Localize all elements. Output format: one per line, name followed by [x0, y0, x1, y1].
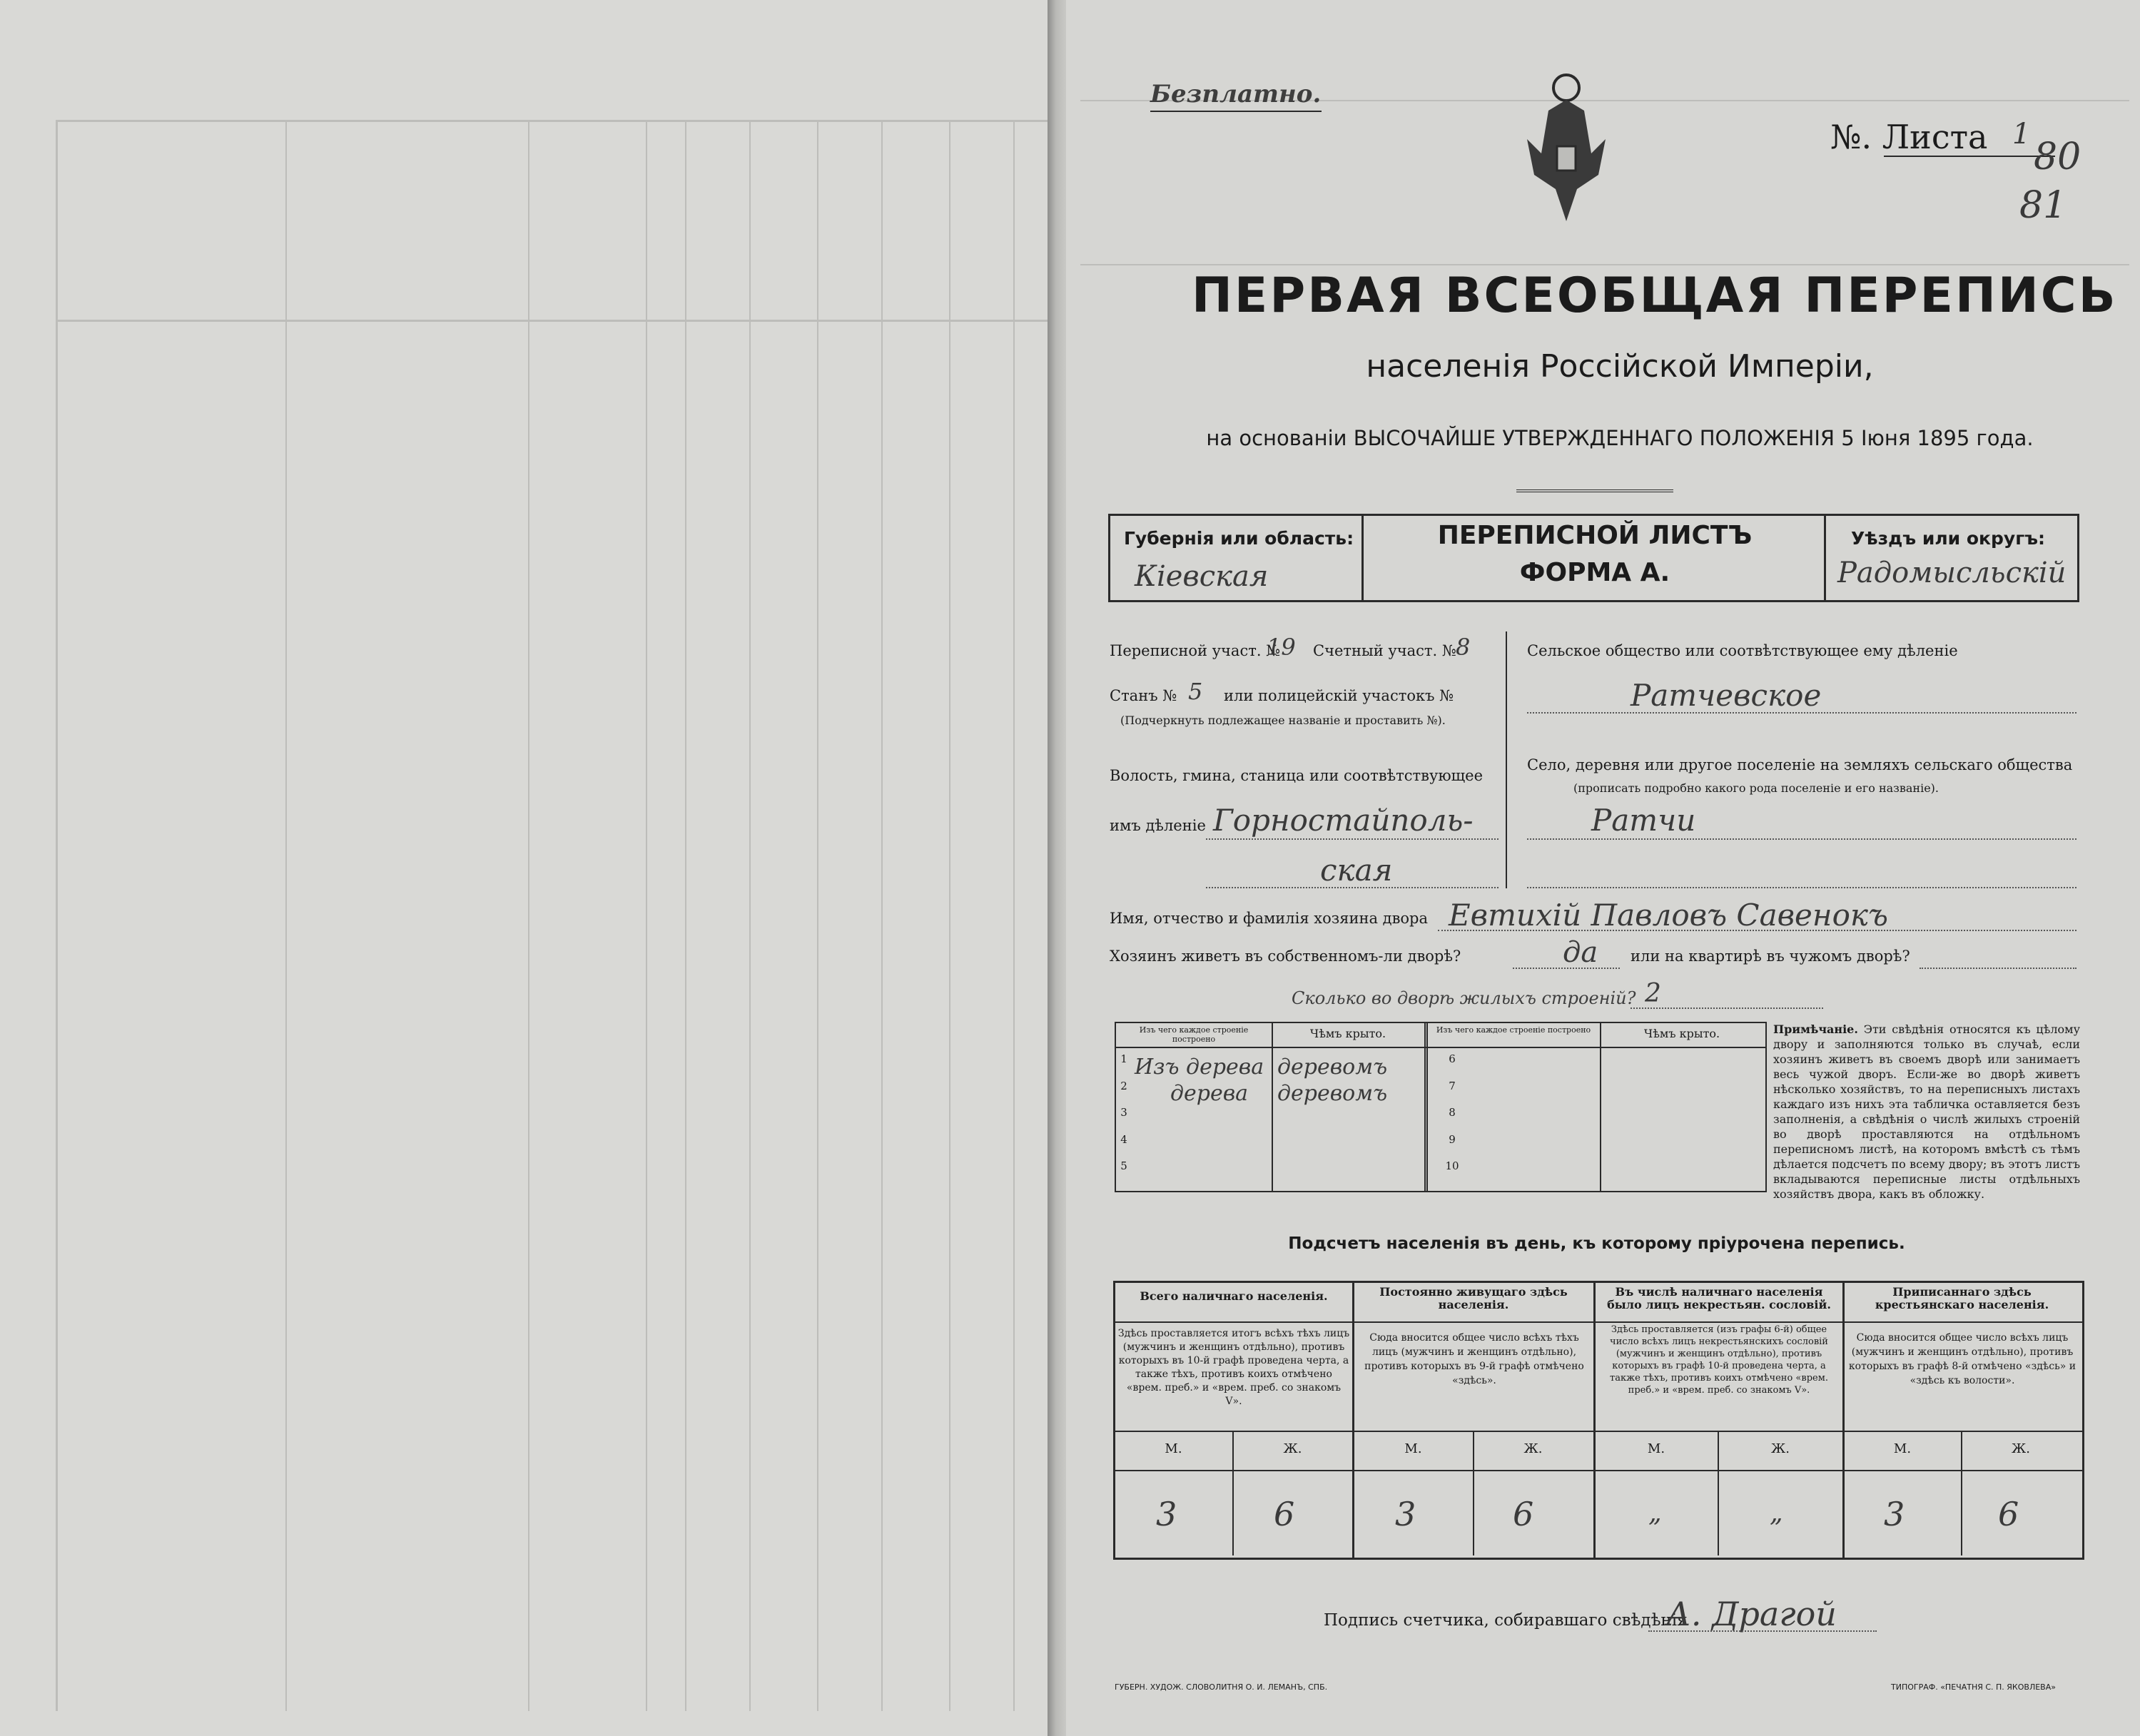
- left-page-faded: [0, 0, 1048, 1736]
- free-label: Безплатно.: [1150, 80, 1322, 108]
- stan-value: 5: [1188, 678, 1203, 705]
- ghost-rule: [881, 120, 883, 1711]
- village-label: Село, деревня или другое поселеніе на земляхъ сельскаго общества: [1527, 756, 2073, 773]
- building-row-number: 7: [1449, 1080, 1456, 1092]
- totals-col1-f-label: Ж.: [1283, 1441, 1302, 1456]
- volost-label-2: имъ дѣленіе: [1110, 817, 1206, 834]
- buildings-col-rule: [1272, 1022, 1273, 1191]
- ghost-rule: [817, 120, 818, 1711]
- building-material: Изъ дерева: [1135, 1055, 1264, 1080]
- totals-sex-rule: [1113, 1470, 2082, 1471]
- totals-col1-m-label: М.: [1165, 1441, 1182, 1456]
- volost-value-line1: Горностайполь-: [1213, 803, 1474, 838]
- note-head: Примѣчаніе.: [1773, 1022, 1858, 1036]
- totals-col2-m-label: М.: [1404, 1441, 1422, 1456]
- ornament-divider: [1516, 489, 1673, 492]
- ghost-rule: [1013, 120, 1015, 1711]
- volost-value-line2: ская: [1320, 853, 1393, 888]
- buildings-middle-rule: [1424, 1022, 1428, 1191]
- col-roof-header: Чѣмъ крыто.: [1309, 1027, 1386, 1040]
- village-line-1: [1527, 838, 2076, 840]
- form-header-divider: [1361, 514, 1364, 600]
- community-label: Сельское общество или соотвѣтствующее ему дѣленіе: [1527, 642, 1958, 659]
- own-yard-line: [1513, 968, 1620, 969]
- underline-note: (Подчеркнуть подлежащее названіе и проставить №).: [1120, 714, 1446, 727]
- totals-col3-f-label: Ж.: [1771, 1441, 1790, 1456]
- community-value: Ратчевское: [1631, 678, 1822, 713]
- totals-desc-rule: [1113, 1431, 2082, 1432]
- ghost-rule: [528, 120, 529, 1711]
- buildings-table-head-rule: [1115, 1047, 1765, 1048]
- stan-label: Станъ №: [1110, 687, 1177, 704]
- totals-col3-m-value: „: [1648, 1498, 1662, 1528]
- totals-col4-m-value: 3: [1884, 1495, 1905, 1533]
- ghost-rule: [56, 120, 58, 1711]
- building-row-number: 10: [1445, 1159, 1459, 1172]
- book-gutter: [1048, 0, 1066, 1736]
- totals-col4-title: Приписаннаго здѣсь крестьянскаго населенія.: [1875, 1285, 2049, 1311]
- owner-name-label: Имя, отчество и фамилія хозяина двора: [1110, 910, 1429, 927]
- totals-col1-m-value: 3: [1156, 1495, 1177, 1533]
- buildings-col-rule: [1600, 1022, 1601, 1191]
- own-yard-value: да: [1563, 936, 1598, 969]
- ghost-rule: [56, 120, 1048, 122]
- census-district-label: Переписной участ. №: [1110, 642, 1281, 659]
- building-row-number: 2: [1120, 1080, 1127, 1092]
- footer-left-imprint: ГУБЕРН. ХУДОЖ. СЛОВОЛИТНЯ О. И. ЛЕМАНЪ, СПБ.: [1115, 1682, 1328, 1692]
- totals-col2-desc: Сюда вносится общее число всѣхъ тѣхъ лицъ (мужчинъ и женщинъ отдѣльно), противъ которыхъ въ 9-й графѣ отмѣчено «здѣсь».: [1364, 1332, 1584, 1386]
- census-district-value: 19: [1267, 634, 1296, 661]
- police-district-label: или полицейскій участокъ №: [1224, 687, 1454, 704]
- owner-name-value: Евтихій Павловъ Савенокъ: [1449, 898, 1888, 933]
- double-headed-eagle-emblem: [1520, 68, 1613, 235]
- building-row-number: 6: [1449, 1052, 1456, 1065]
- signature-value: А. Драгой: [1666, 1595, 1837, 1633]
- col-roof-header-2: Чѣмъ крыто.: [1643, 1027, 1720, 1040]
- ghost-rule: [56, 320, 1048, 322]
- district-value: Радомысльскій: [1837, 557, 2067, 589]
- sheet-number-value: 1: [2012, 118, 2031, 151]
- signature-line: [1648, 1630, 1877, 1632]
- subtitle: населенія Россійской Имперіи,: [1366, 348, 1874, 385]
- building-material: дерева: [1170, 1081, 1249, 1106]
- village-note: (прописать подробно какого рода поселеніе и его названіе).: [1573, 781, 1939, 795]
- buildings-count-value: 2: [1645, 979, 1661, 1008]
- signature-label: Подпись счетчика, собиравшаго свѣдѣнія: [1324, 1611, 1688, 1630]
- owner-name-line: [1438, 930, 2076, 931]
- district-label: Уѣздъ или округъ:: [1850, 528, 2046, 549]
- building-row-number: 4: [1120, 1133, 1127, 1146]
- buildings-count-line: [1631, 1007, 1823, 1009]
- totals-col3-desc: Здѣсь проставляется (изъ графы 6-й) общее число всѣхъ лицъ некрестьянскихъ сословій (мужчинъ и женщинъ отдѣльно), противъ которыхъ въ графѣ 10-й проведена черта, а также тѣхъ, противъ коихъ отмѣчено «врем. преб.» и «врем. преб. со знакомъ V».: [1610, 1324, 1828, 1396]
- building-row-number: 8: [1449, 1106, 1456, 1119]
- totals-col2-m-value: 3: [1395, 1495, 1416, 1533]
- community-line: [1527, 712, 2076, 714]
- ghost-rule: [1080, 264, 2129, 265]
- totals-col4-desc: Сюда вносится общее число всѣхъ лицъ (мужчинъ и женщинъ отдѣльно), противъ которыхъ въ графѣ 8-й отмѣчено «здѣсь» и «здѣсь къ волости».: [1848, 1332, 2076, 1386]
- buildings-note: [1773, 1022, 2080, 1202]
- col-material-header-2: Изъ чего каждое строеніе построено: [1436, 1025, 1591, 1035]
- footer-right-imprint: ТИПОГРАФ. «ПЕЧАТНЯ С. П. ЯКОВЛЕВА»: [1891, 1682, 2056, 1692]
- totals-col4-f-label: Ж.: [2012, 1441, 2030, 1456]
- col-material-header: Изъ чего каждое строеніе построено: [1139, 1025, 1249, 1044]
- ghost-rule: [285, 120, 287, 1711]
- building-row-number: 3: [1120, 1106, 1127, 1119]
- totals-col2-f-label: Ж.: [1523, 1441, 1543, 1456]
- volost-line-1: [1206, 838, 1498, 840]
- village-value: Ратчи: [1591, 803, 1696, 838]
- ghost-rule: [646, 120, 647, 1711]
- building-roof: деревомъ: [1277, 1055, 1388, 1080]
- totals-col1-f-value: 6: [1274, 1495, 1295, 1533]
- village-line-2: [1527, 887, 2076, 888]
- buildings-count-label: Сколько во дворѣ жилыхъ строеній?: [1292, 988, 1636, 1008]
- province-value: Кіевская: [1135, 560, 1269, 593]
- totals-col2-title: Постоянно живущаго здѣсь населенія.: [1379, 1285, 1568, 1311]
- building-roof: деревомъ: [1277, 1081, 1388, 1106]
- building-row-number: 9: [1449, 1133, 1456, 1146]
- province-label: Губернія или область:: [1124, 528, 1354, 549]
- form-title-line1: ПЕРЕПИСНОЙ ЛИСТЪ: [1437, 521, 1753, 550]
- volost-line-2: [1206, 887, 1498, 888]
- count-district-value: 8: [1456, 634, 1471, 661]
- sheet-number-underline: [1884, 156, 2055, 157]
- free-underline: [1150, 111, 1322, 112]
- totals-col3-title: Въ числѣ наличнаго населенія было лицъ некрестьян. сословій.: [1607, 1285, 1831, 1311]
- totals-col3-m-label: М.: [1647, 1441, 1665, 1456]
- count-district-label: Счетный участ. №: [1313, 642, 1456, 659]
- volost-label: Волость, гмина, станица или соотвѣтствующее: [1110, 767, 1484, 784]
- rented-line: [1920, 968, 2076, 969]
- totals-col1-desc: Здѣсь проставляется итогъ всѣхъ тѣхъ лицъ (мужчинъ и женщинъ отдѣльно), противъ которыхъ въ 10-й графѣ проведена черта, а также тѣхъ, противъ коихъ отмѣчено «врем. преб.» и «врем. преб. со знакомъ V».: [1117, 1328, 1350, 1407]
- ghost-rule: [949, 120, 950, 1711]
- form-header-divider: [1824, 514, 1826, 600]
- totals-col3-f-value: „: [1770, 1498, 1783, 1528]
- corner-number-top: 80: [2034, 136, 2081, 178]
- building-row-number: 5: [1120, 1159, 1127, 1172]
- form-title-line2: ФОРМА А.: [1519, 558, 1670, 587]
- building-row-number: 1: [1120, 1052, 1127, 1065]
- totals-col4-m-label: М.: [1893, 1441, 1912, 1456]
- ghost-rule: [749, 120, 751, 1711]
- totals-title-rule: [1113, 1321, 2082, 1323]
- totals-col2-f-value: 6: [1513, 1495, 1534, 1533]
- note-text: Эти свѣдѣнія относятся къ цѣлому двору и заполняются только въ случаѣ, если хозяинъ живетъ въ своемъ дворѣ или занимаетъ весь чужой дворъ. Если-же во дворѣ живетъ нѣсколько хозяйствъ, то на переписныхъ листахъ каждаго изъ нихъ эта табличка оставляется безъ заполненія, а свѣдѣнія о числѣ жилыхъ строеній во дворѣ проставляются на отдѣльномъ переписномъ листѣ, на которомъ вмѣстѣ съ тѣмъ дѣлается подсчетъ по всему двору; въ этотъ листъ вкладываются переписные листы отдѣльныхъ хозяйствъ двора, какъ въ обложку.: [1773, 1022, 2080, 1201]
- legal-basis: на основаніи ВЫСОЧАЙШЕ УТВЕРЖДЕННАГО ПОЛОЖЕНІЯ 5 Іюня 1895 года.: [1206, 426, 2034, 450]
- own-yard-label: Хозяинъ живетъ въ собственномъ-ли дворѣ?: [1110, 948, 1461, 965]
- main-title: ПЕРВАЯ ВСЕОБЩАЯ ПЕРЕПИСЬ: [1192, 268, 2118, 324]
- corner-number-bottom: 81: [2019, 184, 2067, 227]
- fields-column-divider: [1506, 631, 1507, 888]
- totals-col4-f-value: 6: [1998, 1495, 2019, 1533]
- rented-label: или на квартирѣ въ чужомъ дворѣ?: [1631, 948, 1910, 965]
- ghost-rule: [685, 120, 686, 1711]
- totals-caption: Подсчетъ населенія въ день, къ которому пріурочена перепись.: [1288, 1234, 1905, 1253]
- totals-col1-title: Всего наличнаго населенія.: [1140, 1289, 1328, 1303]
- sheet-number-label: №. Листа: [1830, 118, 1988, 156]
